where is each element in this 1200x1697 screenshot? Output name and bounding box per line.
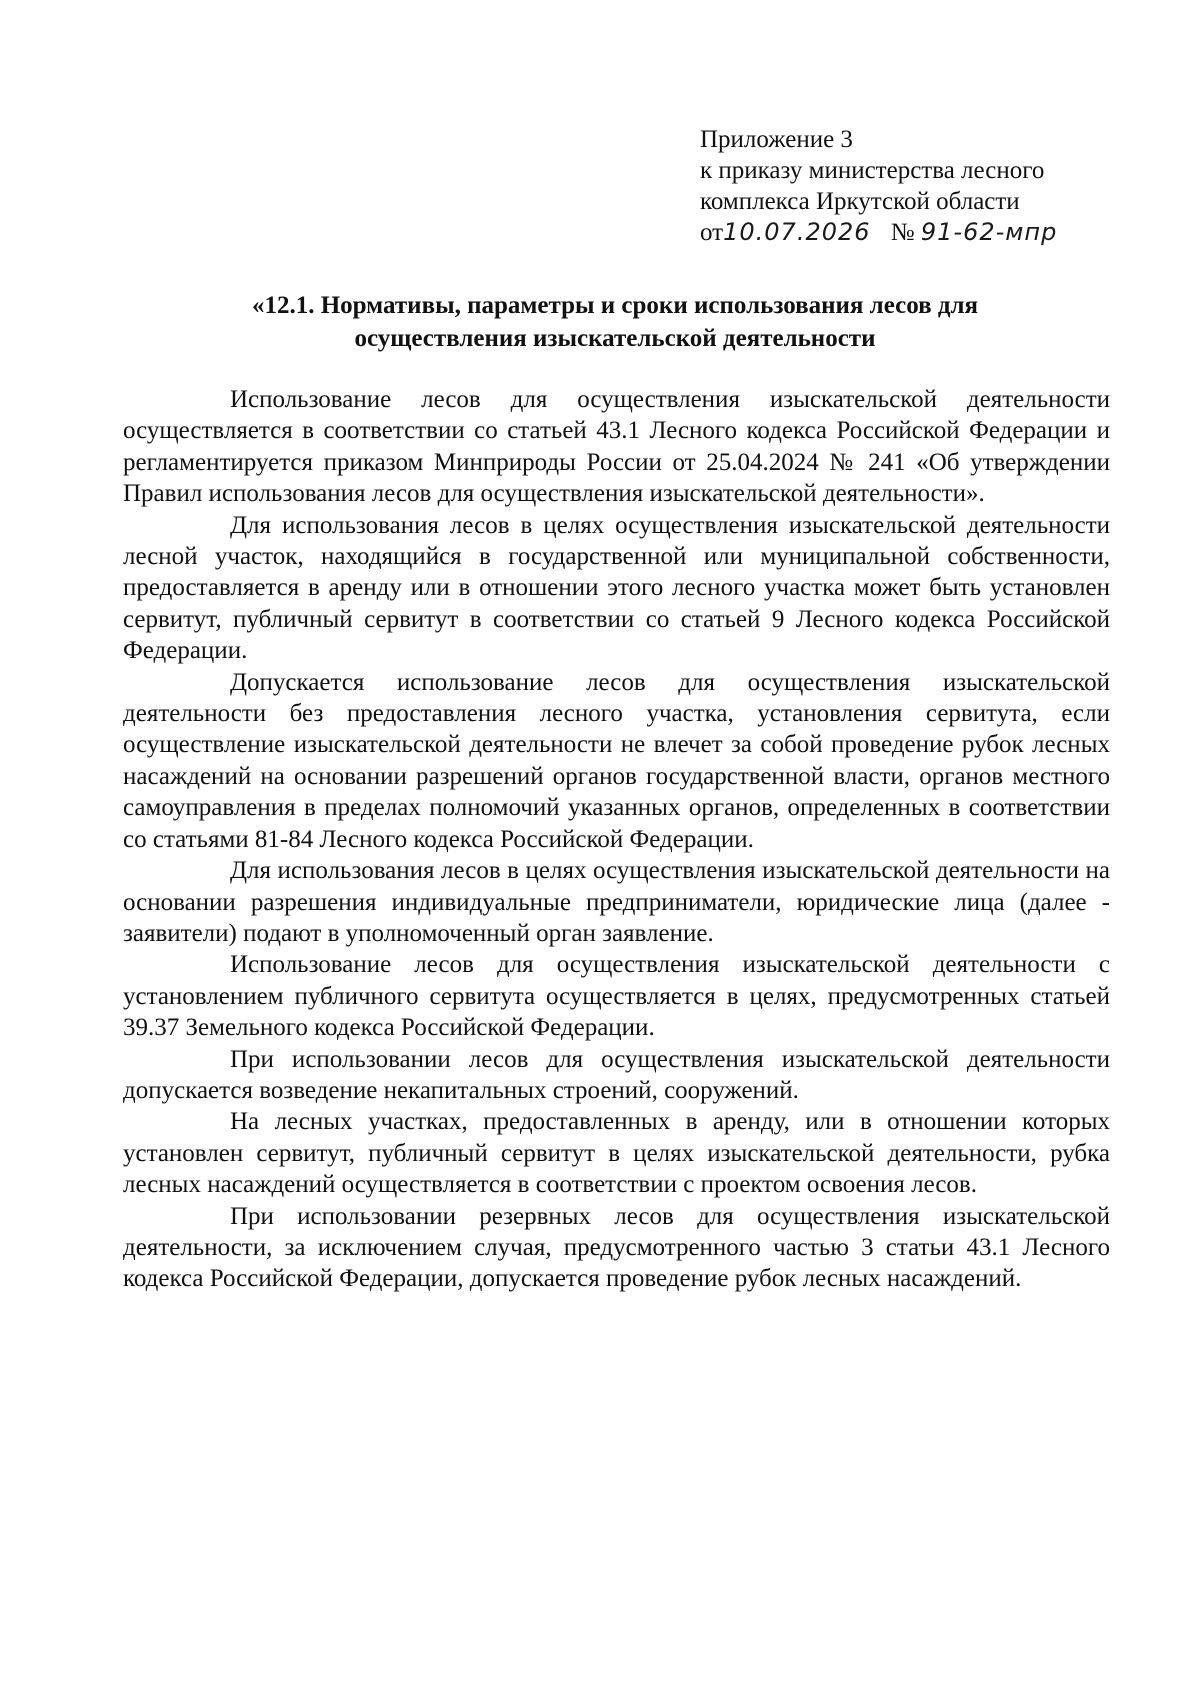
paragraph: Допускается использование лесов для осуществления изыскательской деятельности без предоставления лесного участка, установления сервитута, если осуществление изыскательской деятельности не влечет за собой проведение рубок лесных насаждений на основании разрешений органов государственной власти, органов местного самоуправления в пределах полномочий указанных органов, определенных в соответствии со статьями 81-84 Лесного кодекса Российской Федерации. (123, 668, 1110, 853)
paragraph: Использование лесов для осуществления изыскательской деятельности с установлением публичного сервитута осуществляется в целях, предусмотренных статьей 39.37 Земельного кодекса Российской Федерации. (123, 951, 1110, 1042)
section-title (120, 289, 1110, 355)
date-prefix: от (700, 219, 724, 246)
appendix-date-number (700, 217, 1140, 248)
appendix-order-ref: к приказу министерства лесного (700, 157, 1045, 184)
handwritten-order-number: 91-62-мпр (920, 218, 1058, 246)
paragraph: На лесных участках, предоставленных в аренду, или в отношении которых установлен сервитут, публичный сервитут в целях изыскательской деятельности, рубка лесных насаждений осуществляется в соответствии с проектом освоения лесов. (123, 1108, 1110, 1199)
number-prefix: № (890, 219, 915, 246)
appendix-title: Приложение 3 (700, 126, 853, 153)
paragraph: При использовании резервных лесов для осуществления изыскательской деятельности, за исключением случая, предусмотренного частью 3 статьи 43.1 Лесного кодекса Российской Федерации, допускается проведение рубок лесных насаждений. (123, 1202, 1110, 1293)
paragraph: Использование лесов для осуществления изыскательской деятельности осуществляется в соответствии со статьей 43.1 Лесного кодекса Российской Федерации и регламентируется приказом Минприроды России от 25.04.2024 № 241 «Об утверждении Правил использования лесов для осуществления изыскательской деятельности». (123, 386, 1110, 508)
handwritten-date: 10.07.2026 (723, 218, 871, 246)
appendix-header (700, 124, 1140, 248)
document-body (123, 384, 1110, 1295)
appendix-region: комплекса Иркутской области (700, 188, 1020, 215)
paragraph: Для использования лесов в целях осуществления изыскательской деятельности лесной участок, находящийся в государственной или муниципальной собственности, предоставляется в аренду или в отношении этого лесного участка может быть установлен сервитут, публичный сервитут в соответствии со статьей 9 Лесного кодекса Российской Федерации. (123, 511, 1110, 665)
paragraph: При использовании лесов для осуществления изыскательской деятельности допускается возведение некапитальных строений, сооружений. (123, 1045, 1110, 1104)
section-title-line-2: осуществления изыскательской деятельности (354, 325, 876, 352)
paragraph: Для использования лесов в целях осуществления изыскательской деятельности на основании разрешения индивидуальные предприниматели, юридические лица (далее - заявители) подают в уполномоченный орган заявление. (123, 857, 1110, 947)
section-title-line-1: «12.1. Нормативы, параметры и сроки использования лесов для (251, 292, 979, 319)
